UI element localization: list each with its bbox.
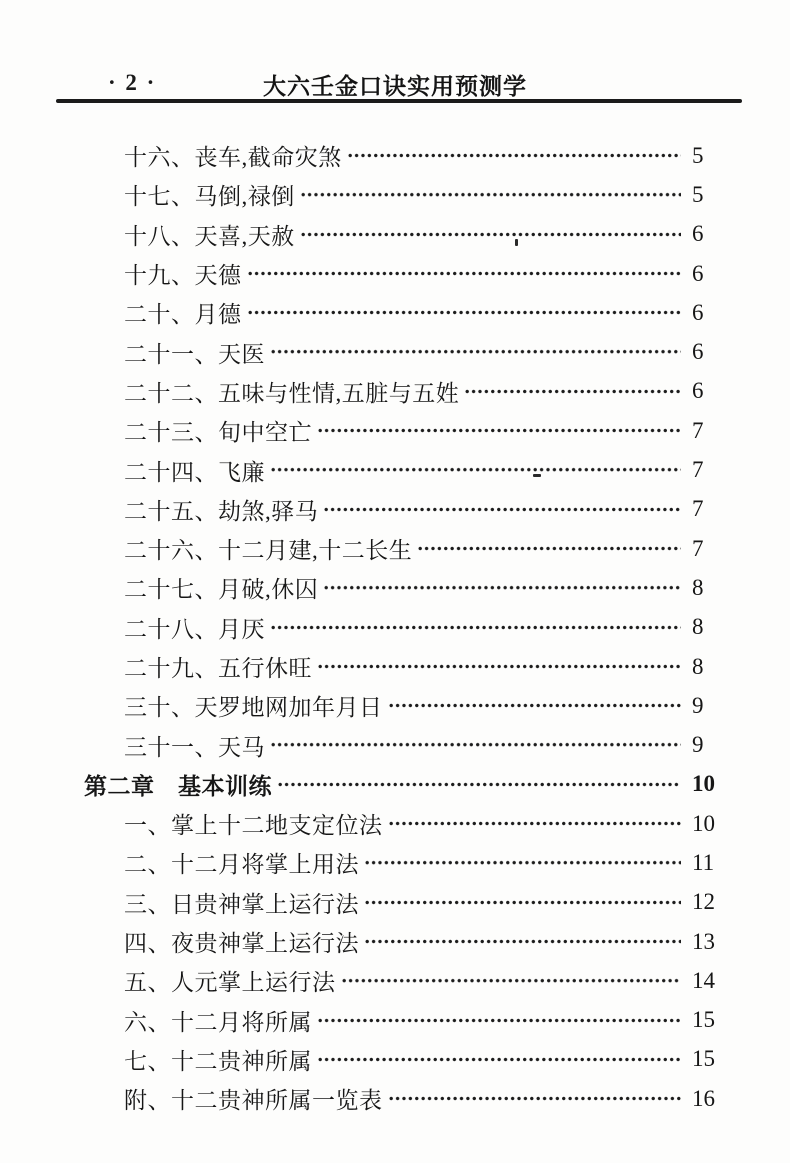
toc-entry [84, 450, 726, 489]
toc-entry [84, 215, 726, 254]
toc-entry-page: 10 [692, 771, 715, 797]
dotted-leader [247, 293, 682, 332]
toc-entry [84, 1001, 726, 1040]
toc-entry [84, 293, 726, 332]
toc-entry [84, 568, 726, 607]
toc-entry-label: 十八、天喜,天赦 [124, 223, 295, 249]
dotted-leader [270, 725, 681, 764]
folio-page-number: · 2 · [108, 70, 157, 95]
toc-entry [84, 1079, 726, 1118]
toc-entry [84, 332, 726, 371]
header-rule [56, 99, 742, 103]
toc-entry-label: 十九、天德 [124, 263, 242, 289]
dotted-leader [300, 175, 681, 214]
toc-entry-label: 十六、丧车,截命灾煞 [124, 145, 342, 171]
toc-entry-page: 7 [692, 496, 704, 522]
toc-entry-page: 13 [692, 928, 715, 954]
dotted-leader [270, 450, 681, 489]
dotted-leader [317, 1040, 681, 1079]
toc-entry-page: 6 [692, 299, 704, 325]
toc-entry-label: 二十四、飞廉 [124, 459, 265, 485]
toc-entry [84, 961, 726, 1000]
toc-entry-page: 10 [692, 810, 715, 836]
toc-entry-page: 9 [692, 692, 704, 718]
dotted-leader [323, 568, 681, 607]
dotted-leader [270, 332, 681, 371]
scan-speck [515, 239, 518, 246]
dotted-leader [364, 922, 681, 961]
toc-entry [84, 647, 726, 686]
toc-entry-page: 6 [692, 339, 704, 365]
toc-list [84, 136, 726, 1118]
dotted-leader [317, 1001, 681, 1040]
toc-entry-label: 一、掌上十二地支定位法 [124, 813, 383, 839]
dotted-leader [388, 1079, 682, 1118]
scan-speck [533, 474, 541, 477]
toc-entry [84, 529, 726, 568]
dotted-leader [277, 765, 681, 804]
toc-entry-label: 二十九、五行休旺 [124, 656, 312, 681]
toc-entry [84, 608, 726, 647]
dotted-leader [317, 647, 681, 686]
toc-entry-label: 六、十二月将所属 [124, 1009, 312, 1035]
toc-entry [84, 254, 726, 293]
toc-entry-label: 第二章 基本训练 [84, 773, 272, 799]
toc-entry [84, 686, 726, 725]
dotted-leader [300, 215, 681, 254]
toc-entry-label: 二十八、月厌 [124, 616, 265, 642]
toc-entry-label: 二十、月德 [124, 302, 242, 328]
toc-entry [84, 922, 726, 961]
toc-entry [84, 136, 726, 175]
toc-entry-label: 三、日贵神掌上运行法 [124, 891, 359, 917]
toc-entry-page: 7 [692, 535, 704, 561]
dotted-leader [347, 136, 681, 175]
toc-entry [84, 725, 726, 764]
dotted-leader [317, 411, 681, 450]
toc-entry-label: 二十六、十二月建,十二长生 [124, 538, 413, 564]
toc-entry-label: 二十三、旬中空亡 [124, 420, 312, 446]
toc-entry [84, 765, 726, 804]
toc-entry-label: 二、十二月将掌上用法 [124, 852, 359, 878]
toc-entry-page: 5 [692, 142, 704, 168]
toc-entry-label: 二十一、天医 [124, 341, 265, 367]
dotted-leader [364, 843, 681, 882]
dotted-leader [388, 686, 682, 725]
toc-entry-page: 8 [692, 653, 704, 679]
toc-entry-label: 二十七、月破,休囚 [124, 577, 319, 603]
toc-entry [84, 175, 726, 214]
toc-entry-page: 11 [692, 849, 715, 875]
toc-entry-label: 三十一、天马 [124, 734, 265, 760]
toc-entry-page: 12 [692, 889, 715, 915]
toc-entry-label: 四、夜贵神掌上运行法 [124, 931, 359, 957]
toc-entry-page: 8 [692, 614, 704, 640]
toc-entry-page: 15 [692, 1046, 715, 1072]
dotted-leader [341, 961, 682, 1000]
toc-entry [84, 490, 726, 529]
toc-entry [84, 411, 726, 450]
toc-entry [84, 1040, 726, 1079]
toc-entry [84, 883, 726, 922]
toc-entry-page: 15 [692, 1007, 715, 1033]
toc-entry-label: 七、十二贵神所属 [124, 1048, 312, 1074]
toc-entry-page: 7 [692, 457, 704, 483]
toc-entry-page: 5 [692, 181, 704, 207]
toc-entry-label: 五、人元掌上运行法 [124, 970, 336, 996]
toc-entry [84, 804, 726, 843]
toc-entry-page: 8 [692, 574, 704, 600]
dotted-leader [417, 529, 681, 568]
toc-entry-label: 二十五、劫煞,驿马 [124, 498, 319, 524]
dotted-leader [388, 804, 682, 843]
dotted-leader [464, 372, 681, 411]
dotted-leader [364, 883, 681, 922]
toc-entry-page: 6 [692, 378, 704, 404]
toc-entry-page: 9 [692, 732, 704, 758]
dotted-leader [270, 608, 681, 647]
toc-entry-label: 十七、马倒,禄倒 [124, 184, 295, 210]
toc-entry-page: 6 [692, 260, 704, 286]
toc-entry-label: 附、十二贵神所属一览表 [124, 1088, 383, 1114]
toc-entry-label: 二十二、五味与性情,五脏与五姓 [124, 380, 460, 406]
toc-entry-page: 16 [692, 1085, 715, 1111]
toc-entry [84, 843, 726, 882]
dotted-leader [247, 254, 682, 293]
toc-entry-page: 7 [692, 417, 704, 443]
toc-entry-page: 6 [692, 221, 704, 247]
toc-entry [84, 372, 726, 411]
dotted-leader [323, 490, 681, 529]
toc-entry-label: 三十、天罗地网加年月日 [124, 695, 383, 721]
running-title: 大六壬金口诀实用预测学 [263, 74, 527, 99]
running-head [0, 68, 790, 102]
toc-entry-page: 14 [692, 967, 715, 993]
